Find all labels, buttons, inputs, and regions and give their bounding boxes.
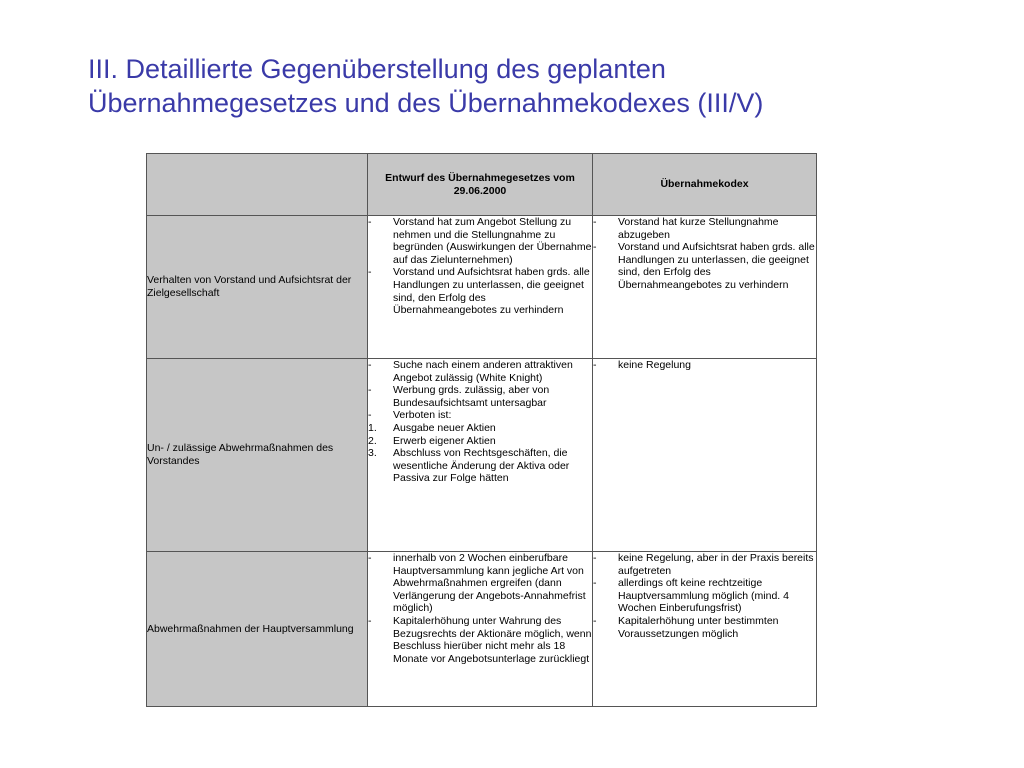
bullet-marker: - — [368, 266, 372, 279]
list-item-text: Vorstand und Aufsichtsrat haben grds. alle Handlungen zu unterlassen, die geeignet sind, den Erfolg des Übernahmeangebotes zu verhindern — [393, 266, 590, 317]
numbered-item — [368, 422, 592, 435]
numbered-item-text: Ausgabe neuer Aktien — [393, 421, 496, 434]
list-item — [368, 216, 592, 266]
law-cell — [368, 552, 593, 707]
number-marker: 3. — [368, 447, 377, 460]
bullet-marker: - — [368, 552, 372, 564]
table-row — [147, 552, 817, 707]
bullet-marker: - — [593, 359, 597, 371]
table-row — [147, 359, 817, 552]
codex-cell — [593, 359, 817, 552]
row-label-board-conduct: Verhalten von Vorstand und Aufsichtsrat der Zielgesellschaft — [147, 216, 368, 359]
list-item-text: Suche nach einem anderen attraktiven Angebot zulässig (White Knight) — [393, 359, 573, 384]
bullet-marker: - — [593, 216, 597, 228]
slide-title-line-2: Übernahmegesetzes und des Übernahmekodexes (III/V) — [88, 88, 764, 118]
list-item-text: Verboten ist: — [393, 409, 452, 422]
bullet-marker: - — [593, 614, 597, 627]
slide-title-line-1: III. Detaillierte Gegenüberstellung des geplanten — [88, 54, 666, 84]
row-label-defense-board: Un- / zulässige Abwehrmaßnahmen des Vorstandes — [147, 359, 368, 552]
list-item — [593, 359, 816, 372]
list-item-text: Vorstand hat zum Angebot Stellung zu nehmen und die Stellungnahme zu begründen (Auswirkungen der Übernahme auf das Zielunternehmen) — [393, 216, 592, 266]
slide-title — [88, 52, 988, 120]
list-item — [593, 241, 816, 291]
header-codex: Übernahmekodex — [593, 154, 817, 216]
comparison-table — [146, 153, 817, 707]
number-marker: 1. — [368, 421, 377, 434]
list-item-text: Kapitalerhöhung unter bestimmten Voraussetzungen möglich — [618, 614, 779, 640]
list-item — [368, 359, 592, 384]
list-item-text: innerhalb von 2 Wochen einberufbare Hauptversammlung kann jegliche Art von Abwehrmaßnahmen ergreifen (dann Verlängerung der Angebots-Annahmefrist möglich) — [393, 552, 586, 615]
list-item — [368, 552, 592, 615]
numbered-item-text: Erwerb eigener Aktien — [393, 434, 496, 447]
header-law-draft: Entwurf des Übernahmegesetzes vom 29.06.2000 — [368, 154, 593, 216]
bullet-marker: - — [368, 216, 372, 228]
law-cell — [368, 359, 593, 552]
list-item — [593, 552, 816, 577]
list-item — [368, 266, 592, 316]
list-item — [368, 615, 592, 665]
law-cell — [368, 216, 593, 359]
list-item-text: Vorstand und Aufsichtsrat haben grds. alle Handlungen zu unterlassen, die geeignet sind, den Erfolg des Übernahmeangebotes zu verhindern — [618, 241, 815, 291]
number-marker: 2. — [368, 434, 377, 447]
bullet-marker: - — [368, 384, 372, 397]
list-item-text: keine Regelung, aber in der Praxis bereits aufgetreten — [618, 552, 814, 577]
bullet-marker: - — [368, 614, 372, 627]
codex-cell — [593, 552, 817, 707]
list-item-text: Werbung grds. zulässig, aber von Bundesaufsichtsamt untersagbar — [393, 384, 550, 409]
list-item-text: Kapitalerhöhung unter Wahrung des Bezugsrechts der Aktionäre möglich, wenn Beschluss hierüber nicht mehr als 18 Monate vor Angebotsunterlage zurückliegt — [393, 614, 592, 665]
bullet-marker: - — [368, 409, 372, 422]
table-header-row — [147, 154, 817, 216]
header-empty-cell — [147, 154, 368, 216]
numbered-item — [368, 435, 592, 448]
list-item — [593, 216, 816, 241]
list-item-text: Vorstand hat kurze Stellungnahme abzugeben — [618, 216, 779, 241]
bullet-marker: - — [368, 359, 372, 371]
list-item — [593, 615, 816, 640]
codex-cell — [593, 216, 817, 359]
list-item-text: allerdings oft keine rechtzeitige Hauptversammlung möglich (mind. 4 Wochen Einberufungsfrist) — [618, 577, 789, 615]
numbered-item-text: Abschluss von Rechtsgeschäften, die wesentliche Änderung der Aktiva oder Passiva zur Folge hätten — [393, 447, 570, 485]
bullet-marker: - — [593, 241, 597, 254]
list-item — [368, 384, 592, 409]
table-row — [147, 216, 817, 359]
bullet-marker: - — [593, 577, 597, 590]
bullet-marker: - — [593, 552, 597, 564]
list-item — [368, 409, 592, 422]
row-label-defense-shareholders: Abwehrmaßnahmen der Hauptversammlung — [147, 552, 368, 707]
numbered-item — [368, 447, 592, 485]
list-item-text: keine Regelung — [618, 359, 691, 371]
list-item — [593, 577, 816, 615]
